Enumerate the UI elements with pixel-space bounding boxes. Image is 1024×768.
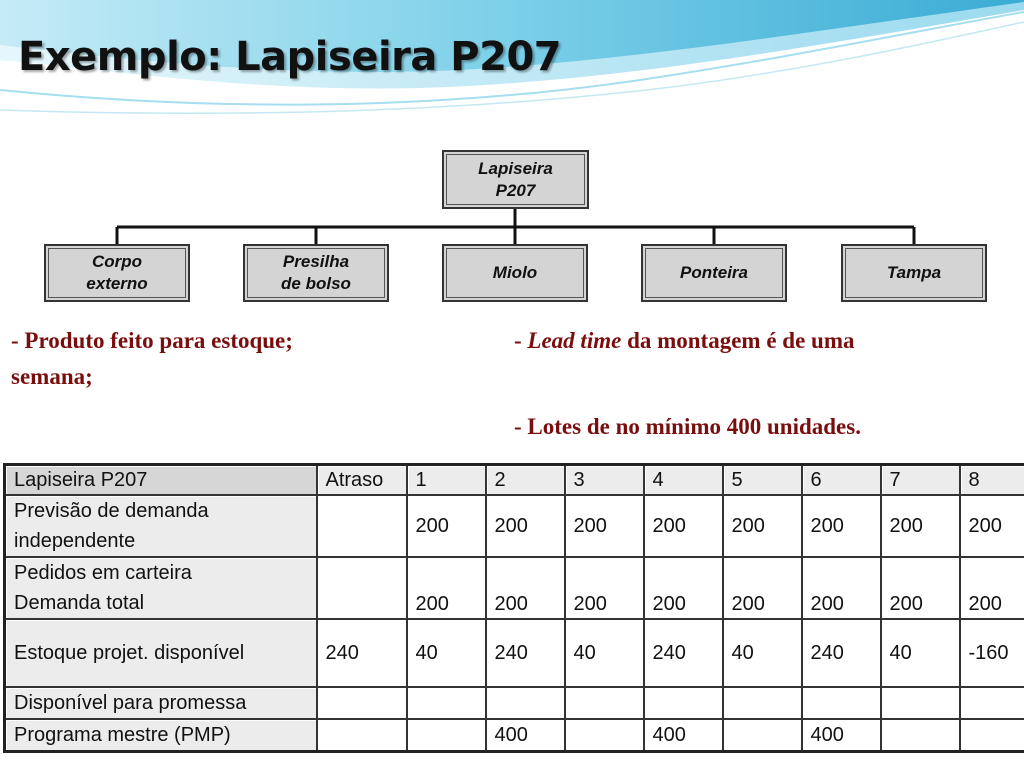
table-cell: 200	[881, 495, 960, 557]
table-cell: 200	[802, 495, 881, 557]
table-cell	[881, 719, 960, 752]
table-header-period: 2	[486, 465, 565, 496]
table-header-atraso: Atraso	[317, 465, 407, 496]
table-row	[5, 557, 1024, 619]
table-cell: 200	[407, 557, 486, 619]
table-cell: 200	[644, 557, 723, 619]
mps-table	[3, 463, 1024, 753]
bom-node-presilha: Presilha de bolso	[243, 244, 389, 302]
bom-node-tampa: Tampa	[841, 244, 987, 302]
table-cell: 400	[486, 719, 565, 752]
table-cell: -160	[960, 619, 1024, 687]
table-cell	[565, 719, 644, 752]
table-cell: 240	[802, 619, 881, 687]
table-cell	[407, 719, 486, 752]
bom-node-corpo-externo: Corpo externo	[44, 244, 190, 302]
bom-node-ponteira: Ponteira	[641, 244, 787, 302]
table-cell: 200	[881, 557, 960, 619]
table-row	[5, 495, 1024, 557]
table-header-period: 5	[723, 465, 802, 496]
table-cell: 400	[644, 719, 723, 752]
table-header-period: 4	[644, 465, 723, 496]
row-projected-stock-label: Estoque projet. disponível	[5, 619, 317, 687]
table-cell: 40	[407, 619, 486, 687]
note-lead-time-term: Lead time	[527, 328, 622, 353]
table-header-product: Lapiseira P207	[5, 465, 317, 496]
note-lot-size: - Lotes de no mínimo 400 unidades.	[514, 414, 861, 439]
table-cell	[317, 557, 407, 619]
table-cell: 40	[723, 619, 802, 687]
table-header-row	[5, 465, 1024, 496]
table-cell: 200	[723, 495, 802, 557]
table-cell	[317, 495, 407, 557]
table-row	[5, 687, 1024, 719]
table-cell: 200	[960, 495, 1024, 557]
table-cell: 200	[565, 557, 644, 619]
table-cell	[723, 719, 802, 752]
table-cell	[317, 687, 407, 719]
table-cell: 240	[486, 619, 565, 687]
table-cell	[317, 719, 407, 752]
table-header-period: 6	[802, 465, 881, 496]
table-header-period: 1	[407, 465, 486, 496]
table-cell: 40	[881, 619, 960, 687]
table-cell	[723, 687, 802, 719]
table-cell: 200	[723, 557, 802, 619]
table-cell: 200	[486, 557, 565, 619]
row-master-schedule-label: Programa mestre (PMP)	[5, 719, 317, 752]
note-make-to-stock: - Produto feito para estoque;	[11, 328, 293, 353]
table-cell	[960, 687, 1024, 719]
table-cell: 200	[960, 557, 1024, 619]
table-header-period: 8	[960, 465, 1024, 496]
table-cell	[565, 687, 644, 719]
row-available-to-promise-label: Disponível para promessa	[5, 687, 317, 719]
row-orders-total-demand-label: Pedidos em carteira Demanda total	[5, 557, 317, 619]
table-cell: 200	[644, 495, 723, 557]
table-cell: 200	[802, 557, 881, 619]
page-title: Exemplo: Lapiseira P207	[18, 34, 562, 80]
table-cell: 200	[407, 495, 486, 557]
table-cell	[960, 719, 1024, 752]
table-cell	[644, 687, 723, 719]
note-lead-time-continuation: semana;	[11, 364, 93, 389]
table-cell: 40	[565, 619, 644, 687]
table-cell: 240	[644, 619, 723, 687]
table-cell: 400	[802, 719, 881, 752]
table-cell	[881, 687, 960, 719]
table-cell: 240	[317, 619, 407, 687]
table-header-period: 3	[565, 465, 644, 496]
bom-root-node: Lapiseira P207	[442, 150, 589, 209]
table-header-period: 7	[881, 465, 960, 496]
table-row	[5, 719, 1024, 752]
table-cell	[802, 687, 881, 719]
table-cell	[407, 687, 486, 719]
table-cell: 200	[486, 495, 565, 557]
table-cell	[486, 687, 565, 719]
note-lead-time: - Lead time da montagem é de uma	[514, 328, 855, 353]
table-cell: 200	[565, 495, 644, 557]
row-demand-forecast-label: Previsão de demanda independente	[5, 495, 317, 557]
table-row	[5, 619, 1024, 687]
bom-node-miolo: Miolo	[442, 244, 588, 302]
